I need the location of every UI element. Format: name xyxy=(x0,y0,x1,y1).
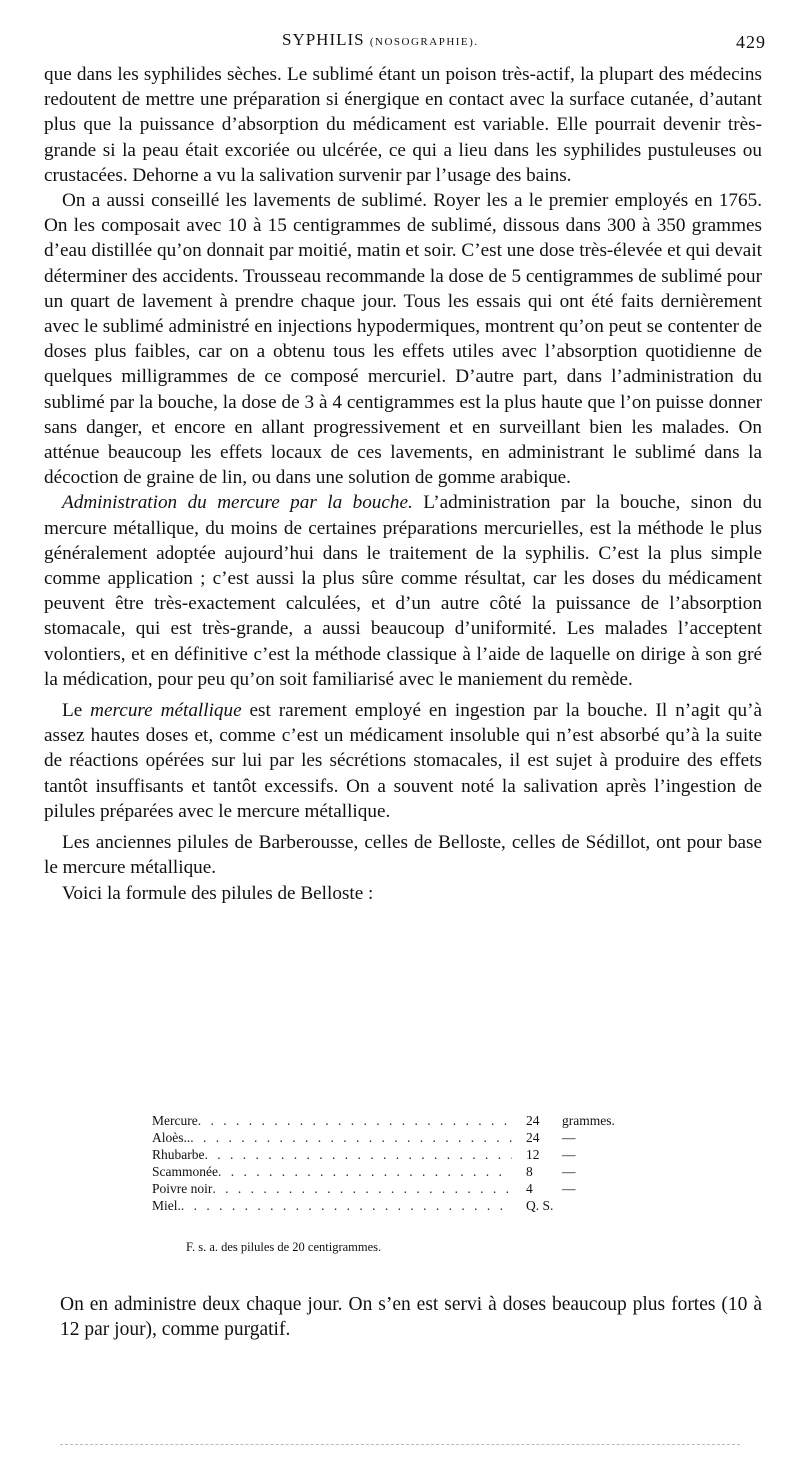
body-text xyxy=(44,62,762,906)
paragraph-text: est rarement employé en ingestion par la bouche. Il n’agit qu’à assez hautes doses et, comme c’est un médicament insoluble qui n’est absorbé qu’à la suite de réactions opérées sur lui par les sécrétions stomacales, il est sujet à produire des effets tantôt insuffisants et tantôt excessifs. On a souvent noté la salivation après l’ingestion de pilules préparées avec le mercure métallique. xyxy=(44,700,762,822)
recipe-table xyxy=(152,1112,652,1214)
ingredient-unit: — xyxy=(562,1130,576,1145)
paragraph: Les anciennes pilules de Barberousse, celles de Belloste, celles de Sédillot, ont pour base le mercure métallique. xyxy=(44,832,762,879)
ingredient-unit: — xyxy=(562,1164,576,1179)
ingredient-name: Poivre noir xyxy=(152,1181,213,1196)
ingredient-name: Aloès.. xyxy=(152,1130,191,1145)
paragraph: On a aussi conseillé les lavements de sublimé. Royer les a le premier employés en 1765. On les composait avec 10 à 15 centigrammes de sublimé, dissous dans 300 à 350 grammes d’eau distillée qu’on donnait par moitié, matin et soir. C’est une dose très-élevée et qui devait déterminer des accidents. Trousseau recommande la dose de 5 centigrammes de sublimé pour un quart de lavement à prendre chaque jour. Tous les essais qui ont été faits dernièrement avec le sublimé administré en injections hypodermiques, montrent qu’on peut se contenter de doses plus faibles, car on a obtenu tous les effets utiles avec l’absorption quotidienne de quelques milligrammes de ce composé mercuriel. D’autre part, dans l’administration du sublimé par la bouche, la dose de 3 à 4 centigrammes est la plus haute que l’on puisse donner sans danger, et encore en allant progressivement et en surveillant bien les malades. On atténue beaucoup les effets locaux de ces lavements, en administrant le sublimé dans la décoction de graine de lin, ou dans une solution de gomme arabique. xyxy=(44,190,762,489)
paragraph: que dans les syphilides sèches. Le sublimé étant un poison très-actif, la plupart des médecins redoutent de mettre une préparation si énergique en contact avec la surface cutanée, d’autant plus que la puissance d’absorption du médicament est variable. Elle pourrait devenir très-grande si la peau était excoriée ou ulcérée, ce qui a lieu dans les syphilides pustuleuses ou crustacées. Dehorne a vu la salivation survenir par l’usage des bains. xyxy=(44,64,762,186)
ingredient-unit: grammes. xyxy=(562,1113,615,1128)
ingredient-name: Mercure xyxy=(152,1113,198,1128)
ingredient-qty: Q. S. xyxy=(526,1198,554,1213)
dot-leader xyxy=(218,1163,512,1180)
recipe-row xyxy=(152,1163,652,1180)
paragraph-text: L’administration par la bouche, sinon du mercure métallique, du moins de certaines préparations mercurielles, est la méthode le plus généralement adoptée aujourd’hui dans le traitement de la syphilis. C’est la plus simple comme application ; c’est aussi la plus sûre comme résultat, car les doses du médicament peuvent être très-exactement calculées, et d’un autre côté la puissance de l’absorption stomacale, qui est très-grande, a aussi beaucoup d’uniformité. Les malades l’acceptent volontiers, et en définitive c’est la méthode classique à l’aide de laquelle on dirige à son gré la médication, pour peu qu’on soit familiarisé avec le maniement du remède. xyxy=(44,492,762,690)
ingredient-name: Scammonée xyxy=(152,1164,218,1179)
recipe-note: F. s. a. des pilules de 20 centigrammes. xyxy=(186,1240,382,1254)
ingredient-qty: 24 xyxy=(526,1130,540,1145)
ingredient-name: Miel. xyxy=(152,1198,181,1213)
recipe-row xyxy=(152,1146,652,1163)
paragraph xyxy=(44,698,762,824)
recipe-row xyxy=(152,1180,652,1197)
italic-term: mercure métallique xyxy=(90,700,242,722)
italic-heading: Administration du mercure par la bouche. xyxy=(62,492,413,514)
recipe-row xyxy=(152,1112,652,1129)
ingredient-qty: 24 xyxy=(526,1113,540,1128)
dot-leader xyxy=(190,1129,512,1146)
ingredient-qty: 12 xyxy=(526,1147,540,1162)
header-title xyxy=(282,30,479,50)
bottom-rule xyxy=(60,1444,740,1445)
paragraph xyxy=(44,490,762,692)
ingredient-unit: — xyxy=(562,1181,576,1196)
header-subtitle: (NOSOGRAPHIE). xyxy=(369,36,479,48)
recipe-row xyxy=(152,1197,652,1214)
dot-leader xyxy=(204,1146,512,1163)
paragraph: On en administre deux chaque jour. On s’en est servi à doses beaucoup plus fortes (10 à 12 par jour), comme purgatif. xyxy=(60,1294,762,1340)
ingredient-name: Rhubarbe xyxy=(152,1147,205,1162)
page-number: 429 xyxy=(736,32,766,52)
dot-leader xyxy=(181,1197,512,1214)
ingredient-qty: 8 xyxy=(526,1164,533,1179)
paragraph-lead: Le xyxy=(62,700,91,722)
ingredient-qty: 4 xyxy=(526,1181,533,1196)
header-title-text: SYPHILIS xyxy=(282,30,365,49)
ingredient-unit: — xyxy=(562,1147,576,1162)
dot-leader xyxy=(212,1180,512,1197)
running-header xyxy=(0,30,800,56)
closing-text xyxy=(60,1292,762,1342)
dot-leader xyxy=(198,1112,512,1129)
recipe-row xyxy=(152,1129,652,1146)
paragraph: Voici la formule des pilules de Belloste : xyxy=(62,882,374,904)
